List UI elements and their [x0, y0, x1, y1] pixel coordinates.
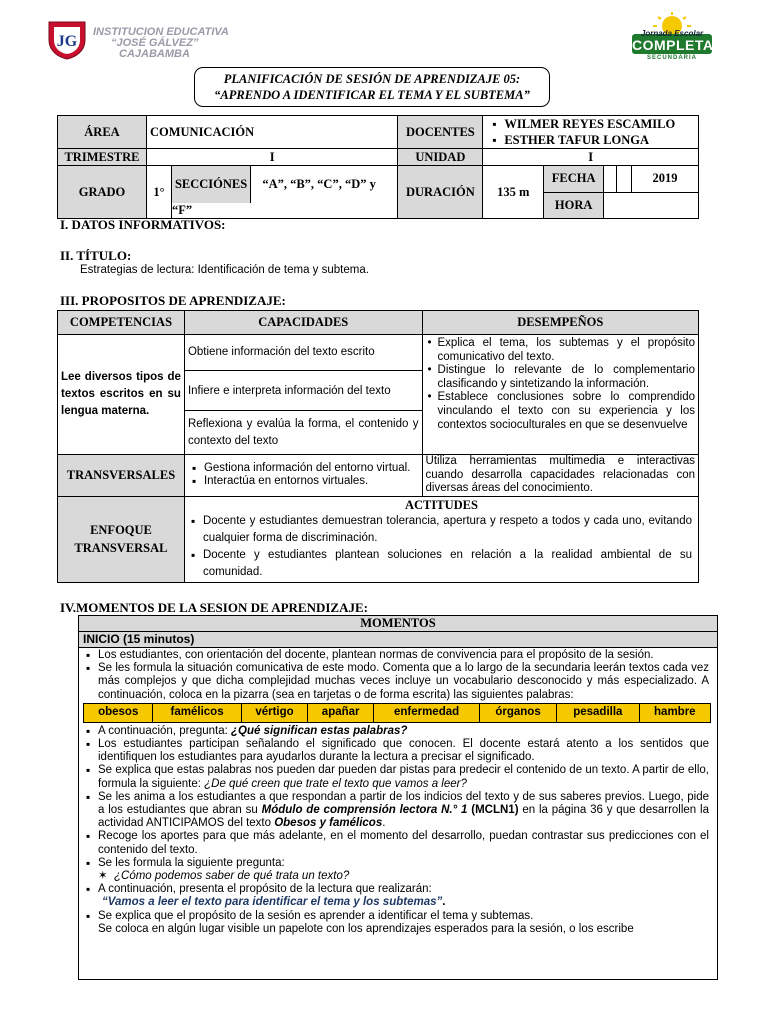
- momentos-table: [78, 615, 718, 980]
- p6-code: (MCLN1): [467, 804, 519, 817]
- school-name-line1: INSTITUCION EDUCATIVA: [93, 26, 229, 38]
- word-card: enfermedad: [374, 703, 480, 722]
- word-card: famélicos: [153, 703, 241, 722]
- words-table: [83, 703, 711, 723]
- p6-module: Módulo de comprensión lectora N.° 1: [261, 804, 468, 817]
- inicio-label: INICIO (15 minutos): [79, 632, 717, 648]
- area-value: COMUNICACIÓN: [146, 116, 397, 149]
- docentes-list: [483, 116, 699, 149]
- star-icon: ✶: [98, 870, 108, 883]
- p9-text: A continuación, presenta el propósito de la lectura que realizarán:: [98, 883, 432, 896]
- docentes-label: DOCENTES: [398, 116, 483, 149]
- p6-end: .: [382, 817, 386, 830]
- secciones-value: “A”, “B”, “C”, “D” y “F”: [171, 177, 376, 217]
- actitud-item: ▪ Docente y estudiantes demuestran tolerancia, apertura y respeto a todos y cada uno, evitando cualquier forma de discriminación.: [203, 513, 692, 547]
- secciones-label: SECCIÓNES: [172, 166, 251, 203]
- session-title-box: [194, 67, 550, 107]
- svg-text:JG: JG: [56, 33, 78, 50]
- logo-secundaria-text: SECUNDARIA: [646, 55, 697, 61]
- inicio-paragraph: ▪ Recoge los aportes para que más adelante, en el momento del desarrollo, puedan contrastar sus predicciones con el contenido del texto.: [98, 830, 709, 856]
- duracion-label: DURACIÓN: [398, 166, 483, 219]
- trimestre-value: I: [146, 149, 397, 166]
- actitudes-label: ACTITUDES: [405, 497, 478, 512]
- grado-label: GRADO: [58, 166, 147, 219]
- capacidad-item: Infiere e interpreta información del texto: [184, 371, 422, 411]
- fecha-year: 2019: [632, 166, 699, 193]
- enfoque-label-line1: ENFOQUE: [90, 523, 152, 537]
- capacidad-item: Reflexiona y evalúa la forma, el contenido y contexto del texto: [184, 411, 422, 455]
- p5-text: Se explica que estas palabras nos pueden dar pueden dar pistas para predecir el contenido de un texto. A partir de ello, formula la siguiente:: [98, 764, 709, 790]
- transversales-cell: [184, 455, 422, 497]
- docente-name: ▪ WILMER REYES ESCAMILO: [504, 116, 695, 132]
- section-propositos: III. PROPOSITOS DE APRENDIZAJE:: [60, 293, 286, 308]
- secciones-cell: [171, 166, 397, 219]
- transversal-item: ▪ Interactúa en entornos virtuales.: [204, 475, 419, 489]
- header-desempenos: DESEMPEÑOS: [422, 311, 698, 335]
- inicio-paragraph: ▪ Se coloca en algún lugar visible un papelote con los aprendizajes esperados para la sesión, o los escribe: [98, 923, 709, 936]
- transversales-label: TRANSVERSALES: [58, 455, 185, 497]
- inicio-paragraph: ▪ Los estudiantes participan señalando el significado que conocen. El docente estará atento a los sentidos que identifiquen los estudiantes para ayudarlos durante la lectura a precisar el significado.: [98, 738, 709, 764]
- capacidad-item: Obtiene información del texto escrito: [184, 335, 422, 371]
- p6-title: Obesos y famélicos: [274, 817, 383, 830]
- enfoque-transversal-label: [58, 496, 185, 582]
- inicio-paragraph: ▪ Se les formula la situación comunicativa de este modo. Comenta que a lo largo de la secundaria leerán textos cada vez más complejos y que dicha complejidad muchas veces incluye un vocabulario desconocido y más especializado. A continuación, coloca en la pizarra (sea en tarjetas o de forma escrita) las siguientes palabras:: [98, 662, 709, 702]
- actitud-item: ▪ Docente y estudiantes plantean soluciones en relación a la realidad ambiental de su comunidad.: [203, 547, 692, 581]
- word-card: pesadilla: [557, 703, 640, 722]
- inicio-content: [79, 648, 717, 936]
- p9-purpose: “Vamos a leer el texto para identificar el tema y los subtemas”: [102, 896, 443, 909]
- school-crest-logo: [46, 18, 88, 60]
- grado-value: 1°: [146, 166, 171, 219]
- p8-question: ¿Cómo podemos saber de qué trata un texto?: [114, 870, 350, 883]
- school-name-line2: “JOSÉ GÁLVEZ”: [111, 37, 199, 49]
- fecha-month-cell: [617, 166, 632, 193]
- titulo-text: Estrategias de lectura: Identificación de tema y subtema.: [80, 264, 369, 276]
- word-card: órganos: [480, 703, 557, 722]
- propositos-table: [57, 310, 699, 583]
- inicio-paragraph: [98, 883, 709, 909]
- p9-end: .: [442, 896, 446, 909]
- momentos-header: MOMENTOS: [79, 616, 717, 632]
- p8-text: Se les formula la siguiente pregunta:: [98, 856, 285, 869]
- logo-jornada-text: Jornada Escolar: [640, 29, 704, 38]
- school-name-line3: CAJABAMBA: [119, 48, 190, 60]
- word-card: hambre: [639, 703, 710, 722]
- inicio-paragraph: [98, 791, 709, 831]
- enfoque-label-line2: TRANSVERSAL: [74, 541, 168, 555]
- p3-text: A continuación, pregunta:: [98, 724, 231, 737]
- session-title-line1: PLANIFICACIÓN DE SESIÓN DE APRENDIZAJE 05:: [223, 72, 521, 86]
- desempeno-item: • Explica el tema, los subtemas y el propósito comunicativo del texto.: [438, 337, 695, 364]
- desempeno-item: • Establece conclusiones sobre lo comprendido vinculando el texto con su experiencia y los contextos socioculturales en que se desenvuelve: [438, 391, 695, 432]
- transversales-desc: Utiliza herramientas multimedia e interactivas cuando desarrolla capacidades relacionadas con diversas áreas del conocimiento.: [422, 455, 698, 497]
- p6-text2: en la página 36 y que desarrollen la actividad ANTICIPAMOS del texto: [98, 804, 709, 830]
- unidad-label: UNIDAD: [398, 149, 483, 166]
- hora-value-cell: [604, 192, 699, 219]
- p6-text: Se les anima a los estudiantes a que respondan a partir de los indicios del texto y de sus saberes previos. Luego, pide a los estudiantes que abran su: [98, 790, 709, 817]
- jornada-completa-logo: [628, 12, 716, 64]
- fecha-day-cell: [604, 166, 617, 193]
- session-title-line2: “APRENDO A IDENTIFICAR EL TEMA Y EL SUBTEMA”: [214, 88, 530, 102]
- section-momentos: IV.MOMENTOS DE LA SESION DE APRENDIZAJE:: [60, 600, 368, 615]
- trimestre-label: TRIMESTRE: [58, 149, 147, 166]
- desempeno-item: • Distingue lo relevante de lo complementario clasificando y sintetizando la información.: [438, 364, 695, 391]
- hora-label: HORA: [544, 192, 604, 219]
- section-datos-informativos: I. DATOS INFORMATIVOS:: [60, 217, 226, 232]
- word-card: vértigo: [241, 703, 308, 722]
- actitudes-cell: [184, 496, 698, 582]
- duracion-value: 135 m: [483, 166, 544, 219]
- transversal-item: ▪ Gestiona información del entorno virtual.: [204, 462, 419, 476]
- header-competencias: COMPETENCIAS: [58, 311, 185, 335]
- p5-question: ¿De qué creen que trate el texto que vamos a leer?: [204, 777, 467, 790]
- desempenos-cell: [422, 335, 698, 455]
- area-label: ÁREA: [58, 116, 147, 149]
- p3-question: ¿Qué significan estas palabras?: [231, 724, 408, 737]
- word-card: apañar: [308, 703, 374, 722]
- unidad-value: I: [483, 149, 699, 166]
- info-table: [57, 115, 699, 219]
- inicio-paragraph: [98, 857, 709, 883]
- inicio-paragraph: ▪ Los estudiantes, con orientación del docente, plantean normas de convivencia para el propósito de la sesión.: [98, 649, 709, 662]
- logo-completa-text: COMPLETA: [632, 37, 714, 53]
- inicio-paragraph: ▪ Se explica que el propósito de la sesión es aprender a identificar el tema y subtemas.: [98, 910, 709, 923]
- inicio-paragraph: [98, 764, 709, 790]
- section-titulo: II. TÍTULO:: [60, 248, 132, 263]
- docente-name: ▪ ESTHER TAFUR LONGA: [504, 132, 695, 148]
- competencia-text: Lee diversos tipos de textos escritos en su lengua materna.: [58, 335, 185, 455]
- word-card: obesos: [84, 703, 153, 722]
- header-capacidades: CAPACIDADES: [184, 311, 422, 335]
- fecha-label: FECHA: [544, 166, 604, 193]
- inicio-paragraph: [98, 725, 709, 738]
